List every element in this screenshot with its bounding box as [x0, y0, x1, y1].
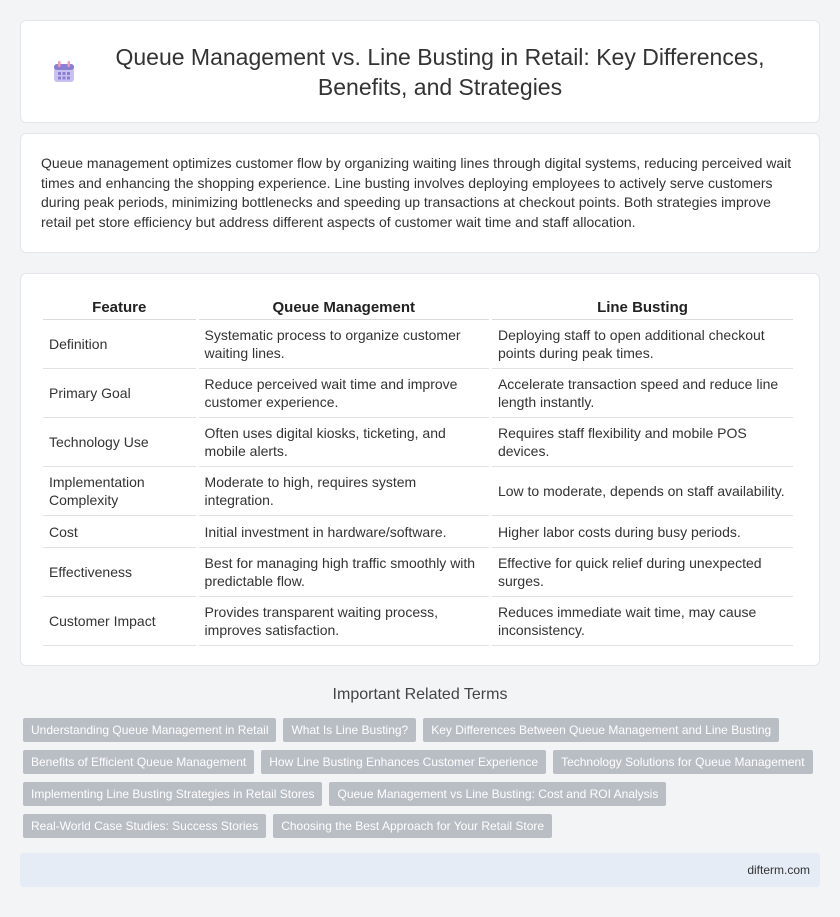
related-term-tag[interactable]: Choosing the Best Approach for Your Retail Store — [273, 814, 552, 838]
row-line-busting: Effective for quick relief during unexpected surges. — [492, 548, 793, 597]
calendar-icon — [51, 59, 77, 85]
footer — [20, 853, 820, 887]
header-queue-management: Queue Management — [199, 294, 489, 320]
related-terms-heading: Important Related Terms — [332, 686, 508, 703]
footer-site-link[interactable]: difterm.com — [747, 863, 810, 877]
row-line-busting: Reduces immediate wait time, may cause inconsistency. — [492, 597, 793, 646]
header-line-busting: Line Busting — [492, 294, 793, 320]
row-line-busting: Low to moderate, depends on staff availability. — [492, 467, 793, 516]
table-header-row — [43, 294, 793, 320]
header-feature: Feature — [43, 294, 196, 320]
related-term-tag[interactable]: Real-World Case Studies: Success Stories — [23, 814, 266, 838]
page-title: Queue Management vs. Line Busting in Retail: Key Differences, Benefits, and Strategies — [115, 43, 765, 100]
related-term-tag[interactable]: Benefits of Efficient Queue Management — [23, 750, 254, 774]
table-row — [43, 320, 793, 369]
table-row — [43, 418, 793, 467]
related-term-tag[interactable]: Understanding Queue Management in Retail — [23, 718, 276, 742]
row-feature: Effectiveness — [43, 548, 196, 597]
row-queue-management: Provides transparent waiting process, improves satisfaction. — [199, 597, 489, 646]
row-feature: Primary Goal — [43, 369, 196, 418]
row-feature: Definition — [43, 320, 196, 369]
row-line-busting: Higher labor costs during busy periods. — [492, 516, 793, 548]
table-row — [43, 467, 793, 516]
comparison-card — [20, 273, 820, 666]
row-feature: Technology Use — [43, 418, 196, 467]
related-terms-list — [23, 718, 823, 846]
title-card — [20, 20, 820, 123]
table-row — [43, 516, 793, 548]
related-term-tag[interactable]: How Line Busting Enhances Customer Experience — [261, 750, 546, 774]
related-term-tag[interactable]: What Is Line Busting? — [283, 718, 416, 742]
table-row — [43, 369, 793, 418]
row-feature: Customer Impact — [43, 597, 196, 646]
row-queue-management: Best for managing high traffic smoothly with predictable flow. — [199, 548, 489, 597]
table-row — [43, 548, 793, 597]
row-queue-management: Systematic process to organize customer waiting lines. — [199, 320, 489, 369]
related-term-tag[interactable]: Implementing Line Busting Strategies in Retail Stores — [23, 782, 322, 806]
table-row — [43, 597, 793, 646]
intro-card — [20, 133, 820, 253]
related-term-tag[interactable]: Queue Management vs Line Busting: Cost and ROI Analysis — [329, 782, 666, 806]
comparison-table — [40, 294, 796, 646]
row-line-busting: Requires staff flexibility and mobile POS devices. — [492, 418, 793, 467]
row-feature: Cost — [43, 516, 196, 548]
row-feature: Implementation Complexity — [43, 467, 196, 516]
row-queue-management: Initial investment in hardware/software. — [199, 516, 489, 548]
row-line-busting: Accelerate transaction speed and reduce line length instantly. — [492, 369, 793, 418]
related-term-tag[interactable]: Key Differences Between Queue Management and Line Busting — [423, 718, 779, 742]
related-term-tag[interactable]: Technology Solutions for Queue Management — [553, 750, 813, 774]
intro-paragraph: Queue management optimizes customer flow by organizing waiting lines through digital systems, reducing perceived wait times and enhancing the shopping experience. Line busting involves deploying employees to actively serve customers during peak periods, minimizing bottlenecks and speeding up transactions at checkout points. Both strategies improve retail pet store efficiency but address different aspects of customer wait time and staff allocation. — [41, 155, 792, 230]
row-queue-management: Moderate to high, requires system integration. — [199, 467, 489, 516]
row-queue-management: Often uses digital kiosks, ticketing, and mobile alerts. — [199, 418, 489, 467]
row-queue-management: Reduce perceived wait time and improve customer experience. — [199, 369, 489, 418]
row-line-busting: Deploying staff to open additional checkout points during peak times. — [492, 320, 793, 369]
